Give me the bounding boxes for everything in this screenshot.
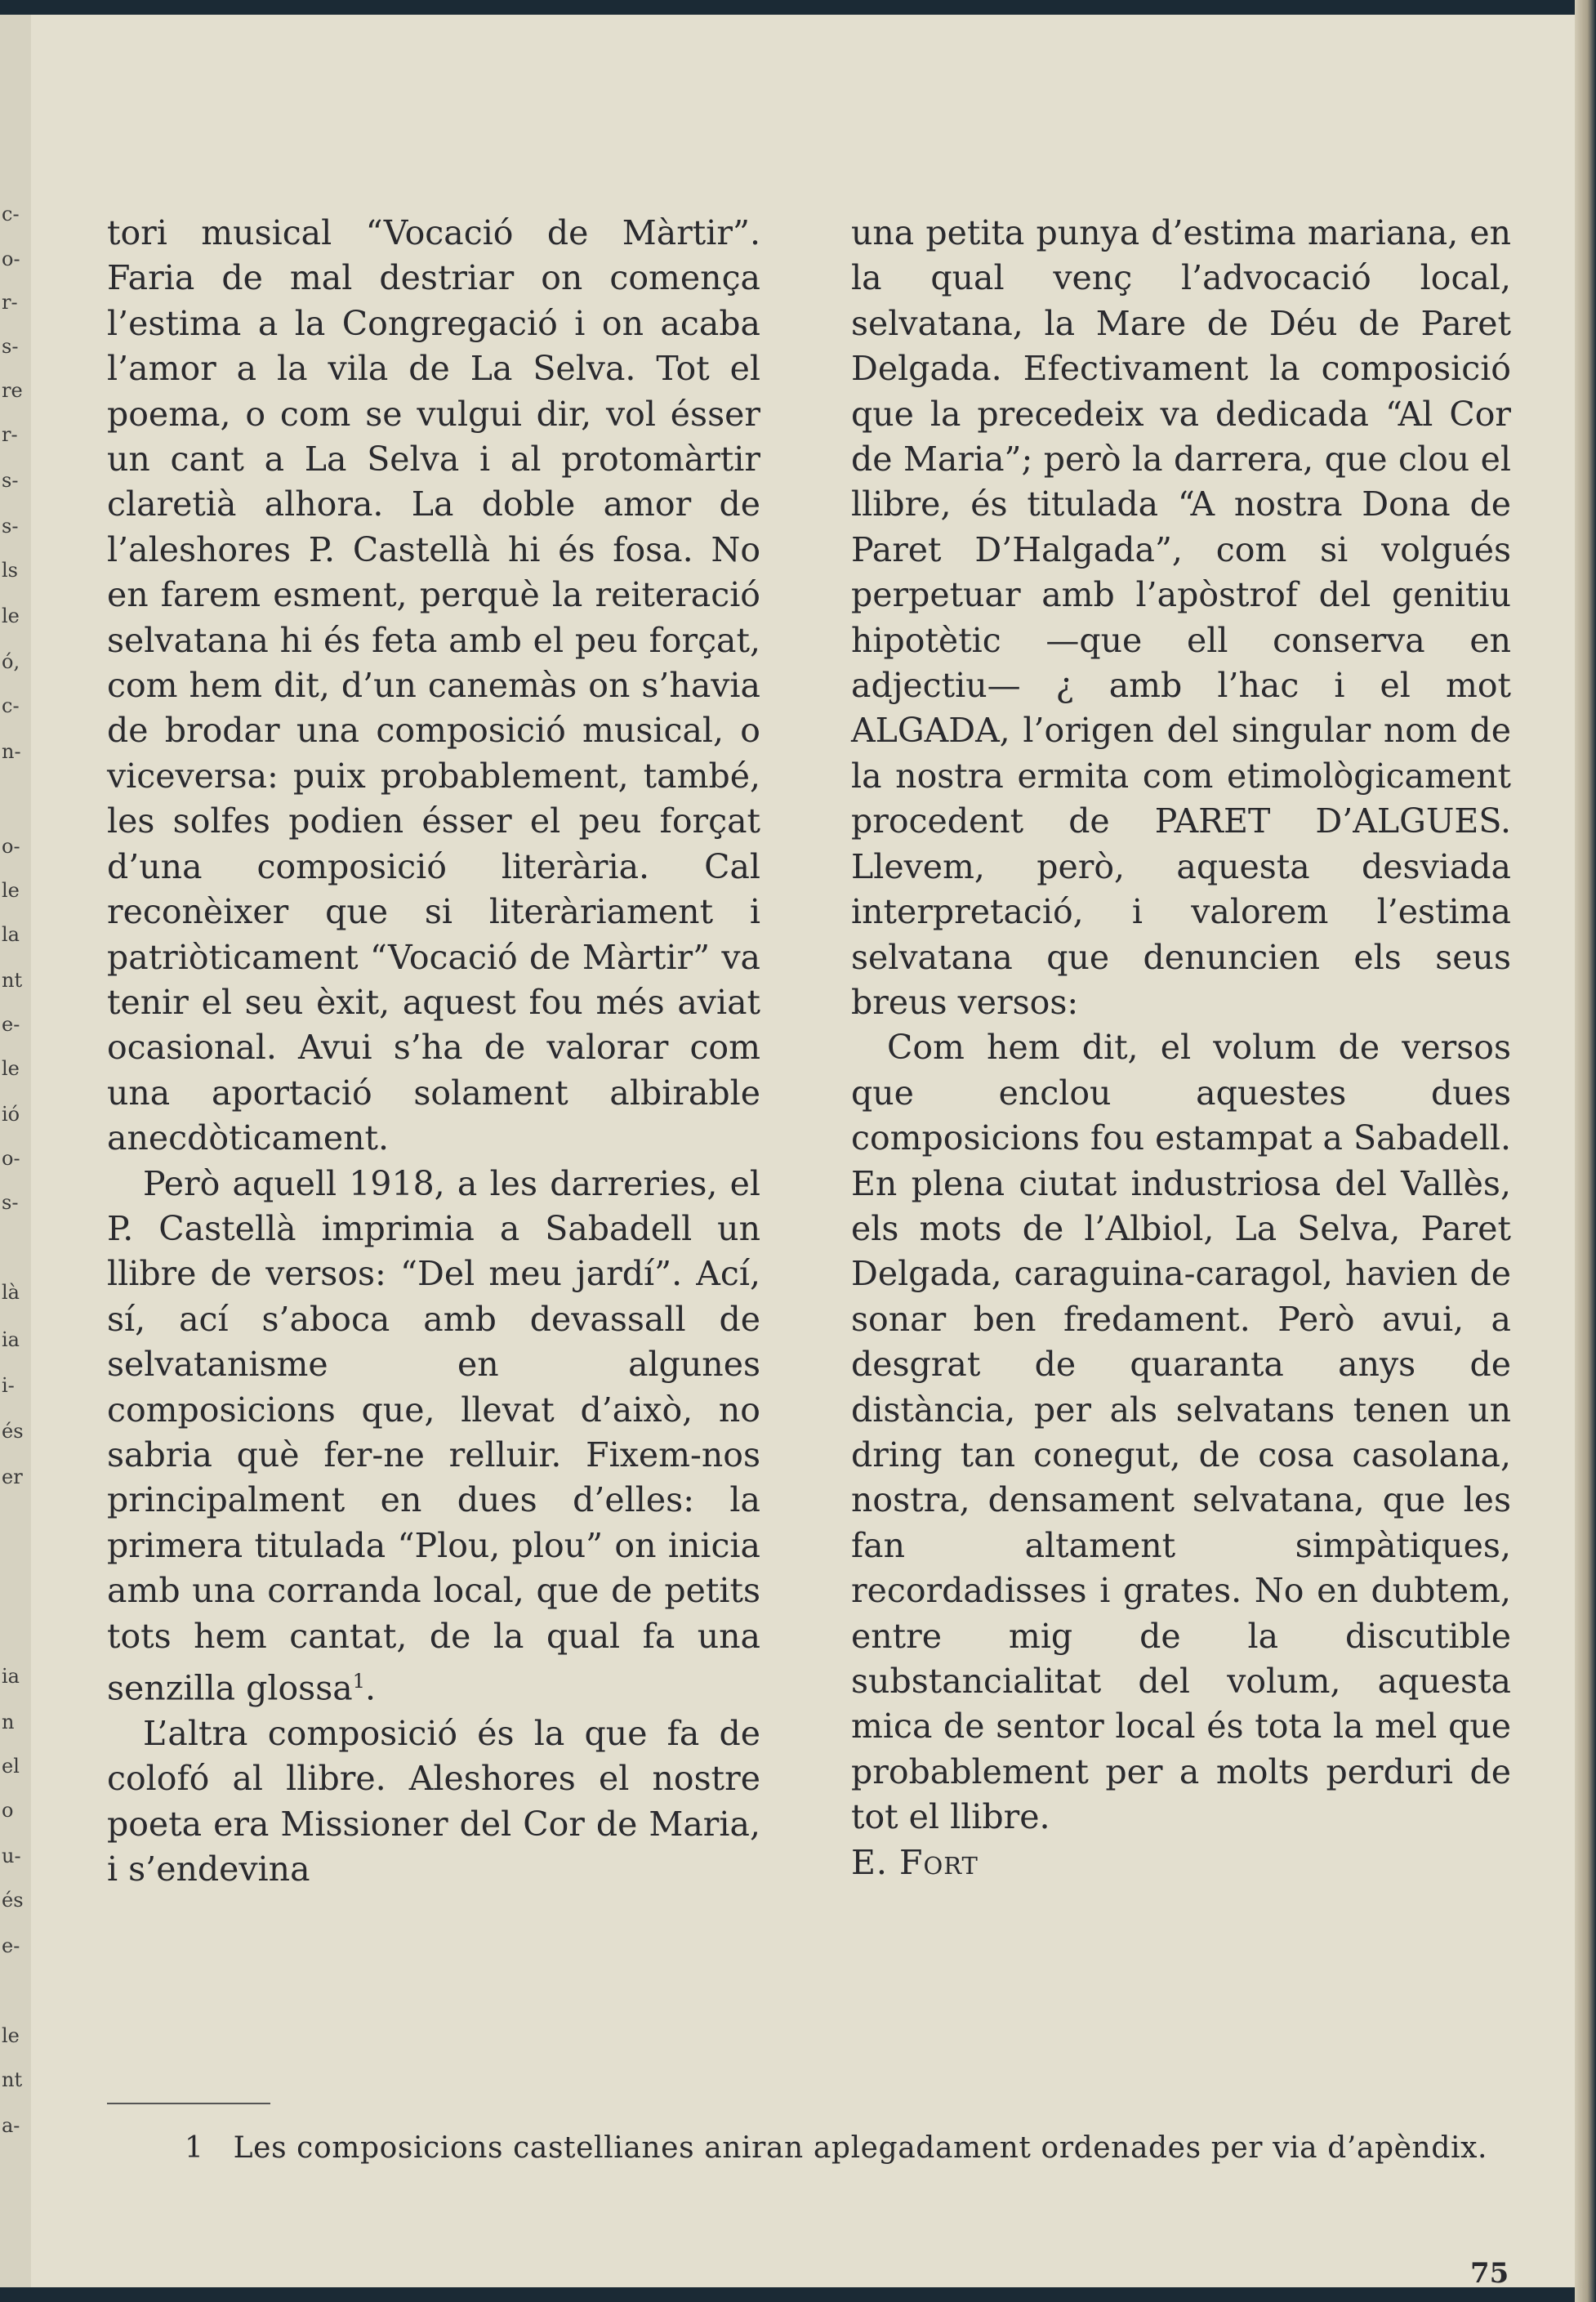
margin-fragment: r- (2, 423, 18, 446)
margin-fragment: r- (2, 291, 18, 314)
previous-page-margin (0, 15, 31, 2287)
footnote-divider (107, 2103, 270, 2104)
page-number: 75 (1470, 2257, 1509, 2290)
margin-fragment: ia (2, 1328, 20, 1351)
paragraph: Però aquell 1918, a les darreries, el P. Castellà imprimia a Sabadell un llibre de versos: “Del meu jardí”. Ací, sí, ací s’aboca amb devassall de selvatanisme en algunes composicions que, llevat d’això, no sabria què fer-ne relluir. Fixem-nos principalment en dues d’elles: la primera titulada “Plou, plou” on inicia amb una corranda local, que de petits tots hem cantat, de la qual fa una senzilla glossa$^1$. (107, 1163, 760, 1708)
paragraph-text: Però aquell 1918, a les darreries, el P. Castellà imprimia a Sabadell un llibre de versos: “Del meu jardí”. Ací, sí, ací s’aboca amb devassall de selvatanisme en algunes composicions que, llevat d’això, no sabria què fer-ne relluir. Fixem-nos principalment en dues d’elles: la primera titulada “Plou, plou” on inicia amb una corranda local, que de petits tots hem cantat, de la qual fa una senzilla glossa (107, 1163, 760, 1708)
margin-fragment: u- (2, 1845, 21, 1867)
left-column (107, 211, 760, 1893)
paragraph: tori musical “Vocació de Màrtir”. Faria de mal destriar on comença l’estima a la Congregació i on acaba l’amor a la vila de La Selva. Tot el poema, o com se vulgui dir, vol ésser un cant a La Selva i al protomàrtir claretià alhora. La doble amor de l’aleshores P. Castellà hi és fosa. No en farem esment, perquè la reiteració selvatana hi és feta amb el peu forçat, com hem dit, d’un canemàs on s’havia de brodar una composició musical, o viceversa: puix probablement, també, les solfes podien ésser el peu forçat d’una composició literària. Cal reconèixer que si literàriament i patriòticament “Vocació de Màrtir” va tenir el seu èxit, aquest fou més aviat ocasional. Avui s’ha de valorar com una aportació solament albirable anecdòticament. (107, 213, 760, 1158)
footnote-text: Les composicions castellianes aniran aplegadament ordenades per via d’apèndix. (233, 2131, 1488, 2165)
margin-fragment: o- (2, 1147, 20, 1170)
margin-fragment: o (2, 1799, 14, 1822)
margin-fragment: er (2, 1466, 23, 1488)
margin-fragment: s- (2, 1191, 19, 1214)
margin-fragment: o- (2, 835, 20, 858)
margin-fragment: le (2, 1057, 20, 1080)
paragraph: una petita punya d’estima mariana, en la qual venç l’advocació local, selvatana, la Mare de Déu de Paret Delgada. Efectivament la composició que la precedeix va dedicada “Al Cor de Maria”; però la darrera, que clou el llibre, és titulada “A nostra Dona de Paret D’Halgada”, com si volgués perpetuar amb l’apòstrof del genitiu hipotètic —que ell conserva en adjectiu— ¿ amb l’hac i el mot ALGADA, l’origen del singular nom de la nostra ermita com etimològicament procedent de PARET D’ALGUES. Llevem, però, aquesta desviada interpretació, i valorem l’estima selvatana que denuncien els seus breus versos: (851, 213, 1511, 1022)
margin-fragment: s- (2, 335, 19, 358)
footnote (185, 2130, 1524, 2166)
margin-fragment: nt (2, 2068, 23, 2091)
margin-fragment: e- (2, 1013, 20, 1036)
margin-fragment: n- (2, 740, 21, 763)
margin-fragment: o- (2, 248, 20, 270)
margin-fragment: i- (2, 1374, 15, 1397)
document-page (31, 15, 1575, 2290)
margin-fragment: ls (2, 559, 18, 582)
footnote-number: 1 (185, 2131, 204, 2165)
margin-fragment: le (2, 2024, 20, 2047)
margin-fragment: s- (2, 515, 19, 538)
margin-fragment: le (2, 604, 20, 627)
margin-fragment: c- (2, 694, 20, 717)
author-signature: E. Fort (851, 1842, 979, 1882)
margin-fragment: és (2, 1889, 24, 1912)
margin-fragment: ó, (2, 650, 20, 673)
margin-fragment: ió (2, 1103, 20, 1126)
margin-fragment: n (2, 1711, 15, 1733)
margin-fragment: a- (2, 2114, 20, 2137)
margin-fragment: là (2, 1281, 20, 1304)
page-edge-shadow (1575, 0, 1596, 2302)
margin-fragment: el (2, 1755, 20, 1778)
margin-fragment: c- (2, 203, 20, 225)
margin-fragment: re (2, 379, 23, 402)
paragraph: L’altra composició és la que fa de colofó al llibre. Aleshores el nostre poeta era Missioner del Cor de Maria, i s’endevina (107, 1714, 760, 1889)
right-column (851, 211, 1511, 1885)
margin-fragment: e- (2, 1934, 20, 1957)
footnote-reference: 1 (352, 1670, 365, 1693)
margin-fragment: la (2, 923, 20, 946)
margin-fragment: és (2, 1420, 24, 1443)
margin-fragment: nt (2, 969, 23, 992)
margin-fragment: le (2, 879, 20, 902)
paragraph: Com hem dit, el volum de versos que enclou aquestes dues composicions fou estampat a Sabadell. En plena ciutat industriosa del Vallès, els mots de l’Albiol, La Selva, Paret Delgada, caraguina-caragol, havien de sonar ben fredament. Però avui, a desgrat de quaranta anys de distància, per als selvatans tenen un dring tan conegut, de cosa casolana, nostra, densament selvatana, que les fan altament simpàtiques, recordadisses i grates. No en dubtem, entre mig de la discutible substancialitat del volum, aquesta mica de sentor local és tota la mel que probablement per a molts perduri de tot el llibre. (851, 1028, 1511, 1837)
margin-fragment: ia (2, 1665, 20, 1688)
margin-fragment: s- (2, 469, 19, 492)
